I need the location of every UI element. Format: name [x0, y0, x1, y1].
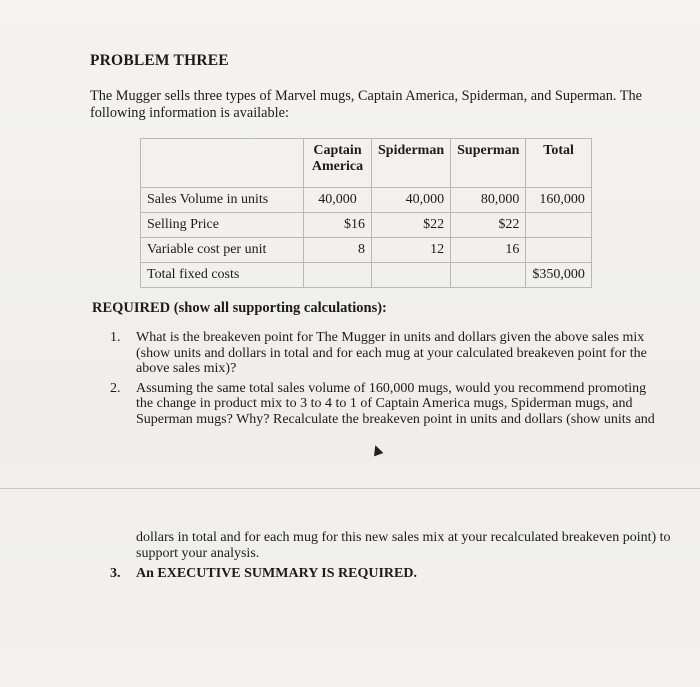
header-total: Total: [526, 139, 592, 188]
row-label: Variable cost per unit: [141, 238, 304, 263]
intro-paragraph: The Mugger sells three types of Marvel mugs, Captain America, Spiderman, and Superman. The following information is available:: [90, 88, 643, 121]
data-table: [140, 138, 592, 288]
header-captain-america: Captain America: [304, 139, 372, 188]
cell-spiderman: 40,000: [372, 188, 451, 213]
question-text: Assuming the same total sales volume of 160,000 mugs, would you recommend promoting the change in product mix to 3 to 4 to 1 of Captain America mugs, Spiderman mugs, and Superman mugs? Why? Recalculate the breakeven point in units and dollars (show units and: [136, 380, 655, 427]
required-rest: (show all supporting calculations):: [170, 300, 387, 316]
header-superman: Superman: [451, 139, 526, 188]
question-list: [110, 330, 660, 431]
table-row: [141, 213, 592, 238]
cell-captain: 8: [304, 238, 372, 263]
cell-superman: $22: [451, 213, 526, 238]
row-label: Total fixed costs: [141, 263, 304, 288]
continuation-text: dollars in total and for each mug for this new sales mix at your recalculated breakeven point) to support your analysis.: [136, 530, 671, 561]
required-heading: [92, 300, 387, 317]
required-label: REQUIRED: [92, 300, 171, 316]
cell-captain: 40,000: [304, 188, 372, 213]
question-text: What is the breakeven point for The Mugger in units and dollars given the above sales mix (show units and dollars in total and for each mug at your calculated breakeven point for the above sales mix)?: [136, 330, 647, 376]
cell-captain: $16: [304, 213, 372, 238]
cell-captain: [304, 263, 372, 288]
header-spiderman: Spiderman: [372, 139, 451, 188]
cell-spiderman: [372, 263, 451, 288]
question-text: An EXECUTIVE SUMMARY IS REQUIRED.: [136, 566, 417, 581]
page-break-divider: [0, 488, 700, 489]
question-3: [110, 566, 417, 582]
cell-superman: 16: [451, 238, 526, 263]
table-row: [141, 238, 592, 263]
table-row: [141, 263, 592, 288]
question-number: 1.: [110, 330, 121, 345]
table-row: [141, 188, 592, 213]
cell-spiderman: 12: [372, 238, 451, 263]
row-label: Sales Volume in units: [141, 188, 304, 213]
table-header-row: [141, 139, 592, 188]
cell-total: $350,000: [526, 263, 592, 288]
list-item: [110, 330, 660, 377]
cell-superman: [451, 263, 526, 288]
question-number: 2.: [110, 380, 121, 396]
problem-heading: PROBLEM THREE: [90, 52, 229, 69]
header-empty: [141, 139, 304, 188]
cell-total: [526, 238, 592, 263]
cell-total: [526, 213, 592, 238]
cell-superman: 80,000: [451, 188, 526, 213]
mouse-cursor-icon: [371, 444, 384, 457]
cell-total: 160,000: [526, 188, 592, 213]
question-number: 3.: [110, 566, 121, 581]
row-label: Selling Price: [141, 213, 304, 238]
cell-spiderman: $22: [372, 213, 451, 238]
list-item: [110, 381, 660, 428]
